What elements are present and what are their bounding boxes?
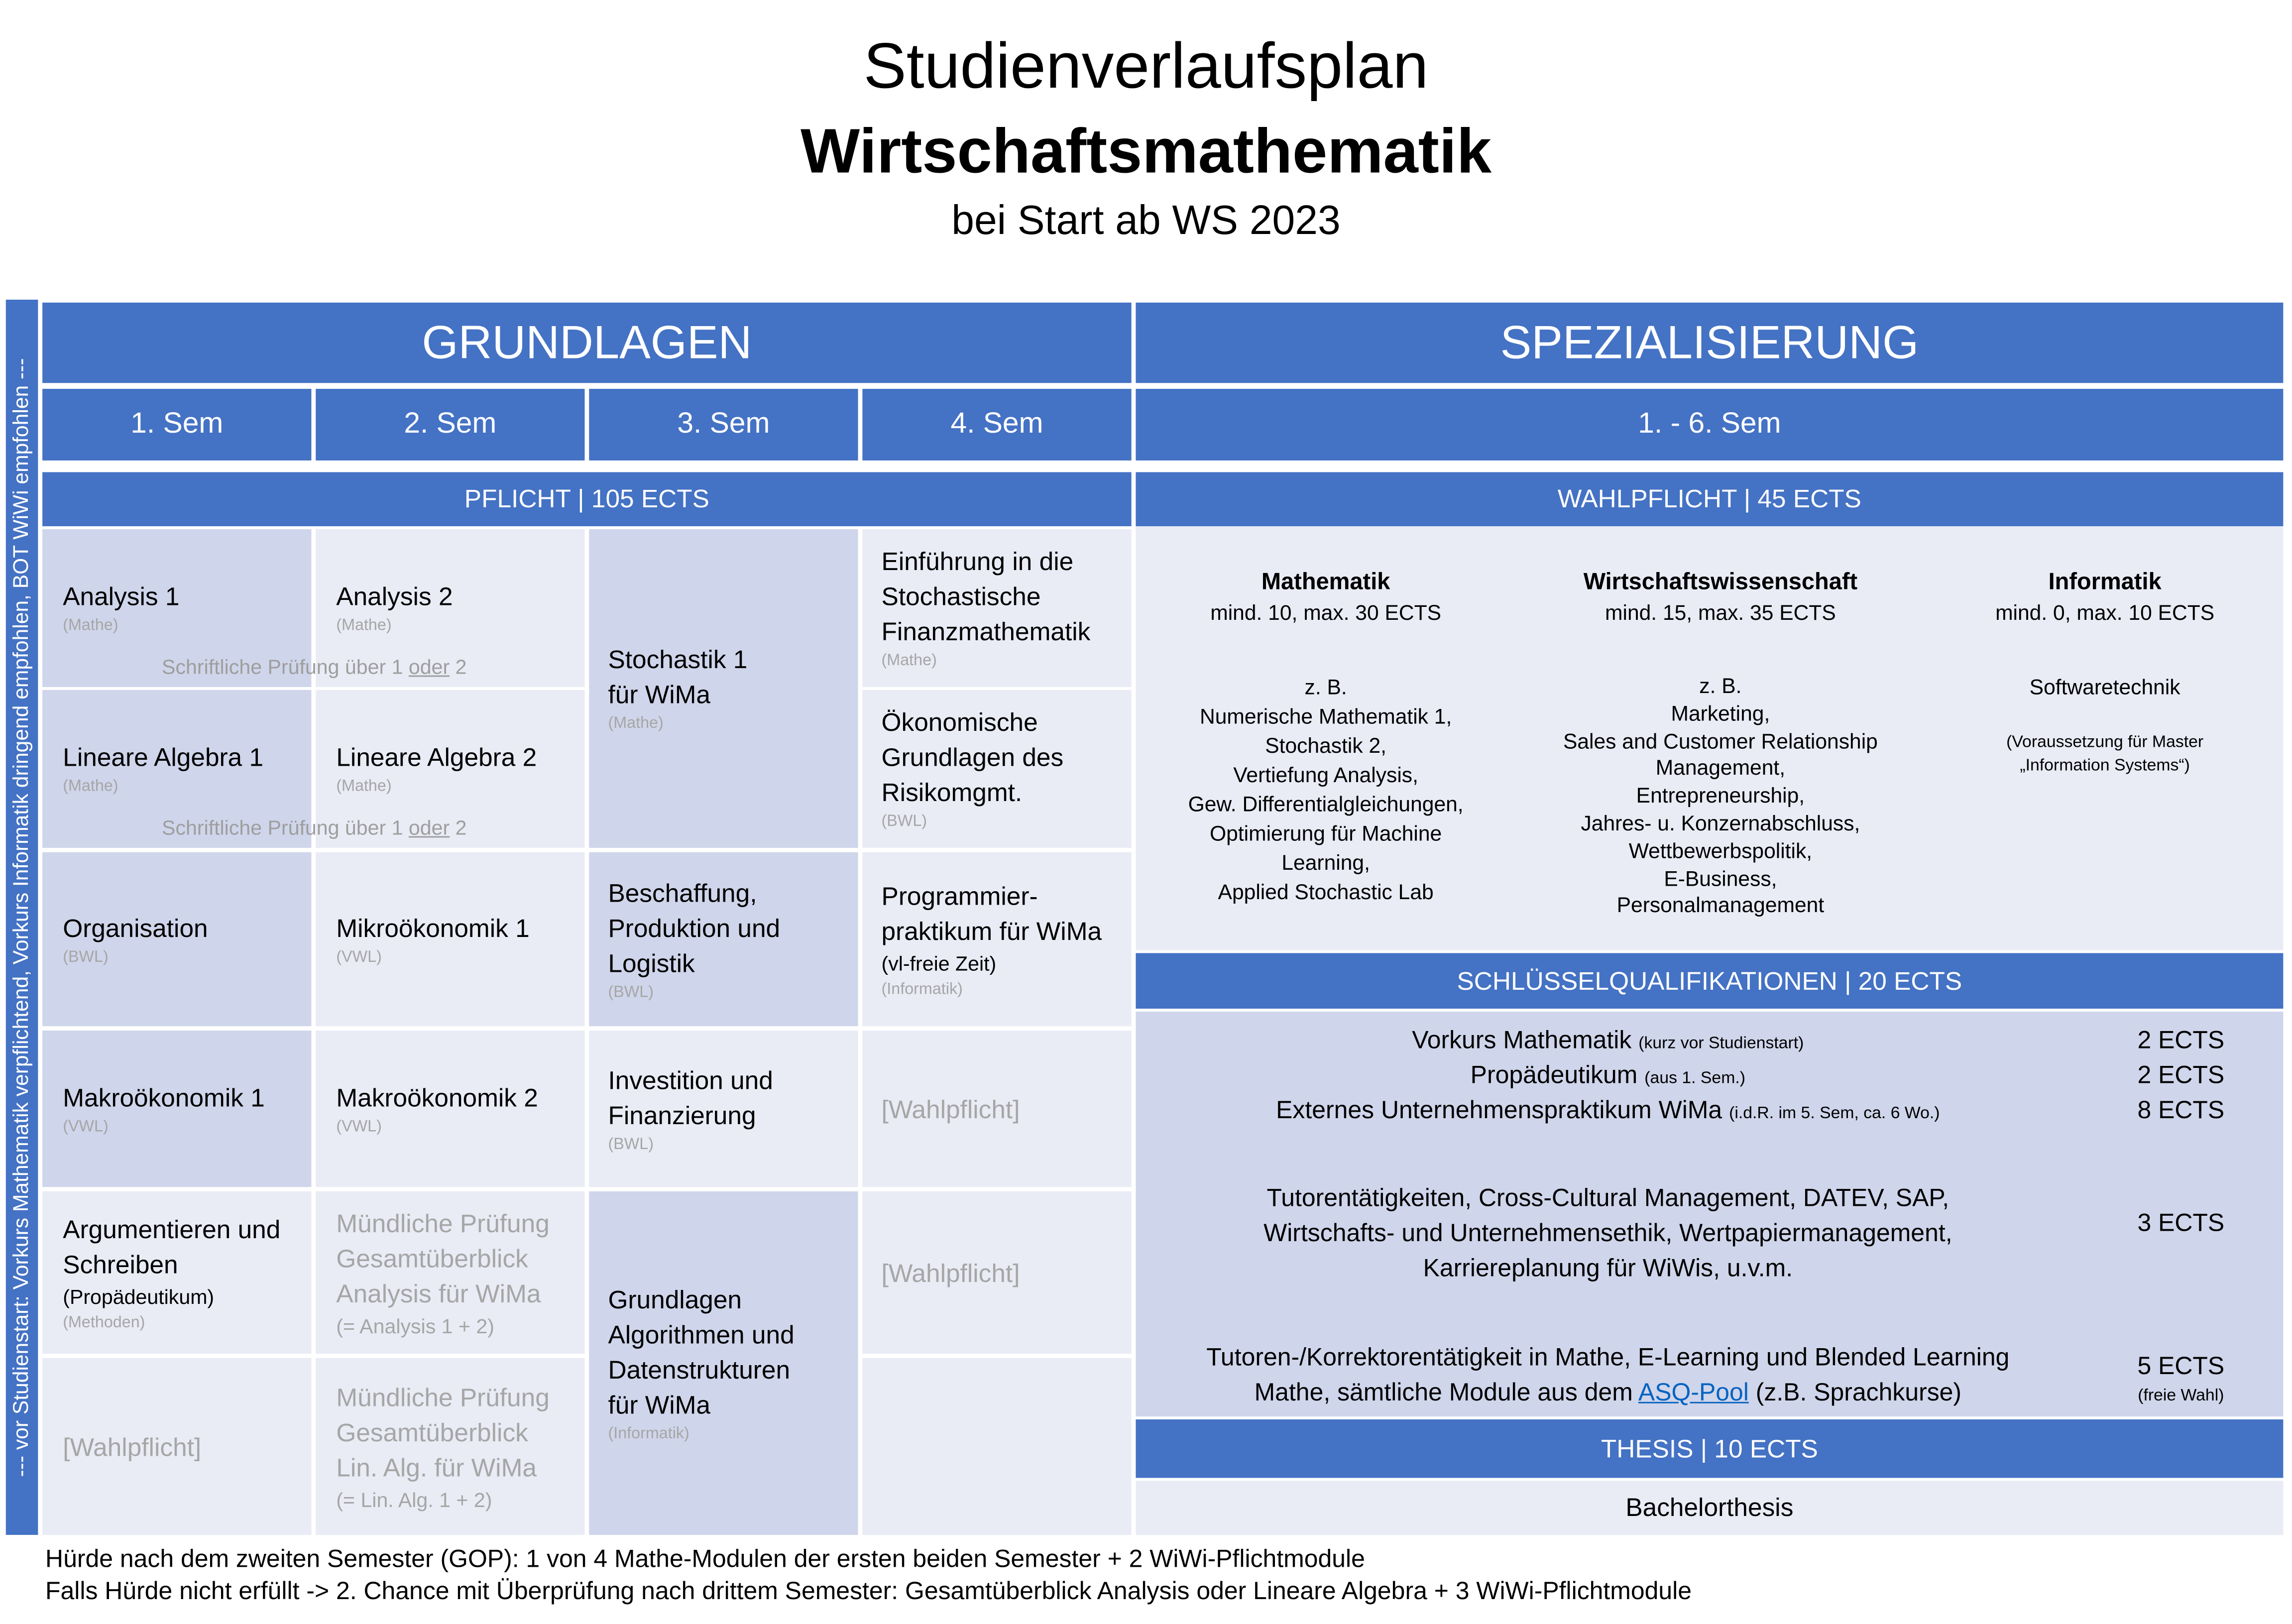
- module-investition: [589, 1031, 858, 1187]
- area-informatik-header: [1930, 567, 2281, 628]
- area-intro: z. B.: [1304, 677, 1347, 700]
- list-item: Marketing,: [1671, 702, 1770, 726]
- ects-value: 3 ECTS: [2137, 1209, 2225, 1237]
- area-mathematik-list: [1143, 674, 1508, 908]
- area-wirtschaftswissenschaft-header: [1538, 567, 1903, 628]
- module-wahlpflicht-sem4-a: [862, 1031, 1131, 1187]
- area-informatik-list: [1930, 674, 2281, 778]
- area-wirtschaftswissenschaft-list: [1538, 674, 1903, 922]
- semester-2-header: 2. Sem: [316, 389, 584, 461]
- title-line-1: Studienverlaufsplan: [863, 30, 1429, 103]
- area-intro: z. B.: [1699, 675, 1742, 699]
- module-category: (BWL): [608, 983, 654, 1001]
- module-name: Mündliche Prüfung Gesamtüberblick Lin. Alg. für WiMa: [336, 1382, 550, 1482]
- ects-value: 2 ECTS: [2137, 1026, 2225, 1054]
- entry-note: (aus 1. Sem.): [1644, 1070, 1745, 1088]
- list-item: Vertiefung Analysis,: [1233, 764, 1418, 788]
- module-stochastik-1: [589, 529, 858, 848]
- module-detail: (Propädeutikum): [63, 1284, 215, 1308]
- schluessel-entry-praktikum: [1140, 1093, 2075, 1131]
- module-name: [Wahlpflicht]: [881, 1258, 1020, 1287]
- entry-note: (i.d.R. im 5. Sem, ca. 6 Wo.): [1729, 1105, 1940, 1123]
- thesis-cell: [1136, 1481, 2283, 1535]
- schluessel-entry-vorkurs: [1140, 1023, 2075, 1061]
- module-algorithmen: [589, 1191, 858, 1535]
- semester-3-header: 3. Sem: [589, 389, 858, 461]
- exam-note-emphasis: oder: [408, 655, 450, 679]
- module-programmierpraktikum: [862, 852, 1131, 1026]
- list-item: E-Business,: [1664, 867, 1777, 891]
- ects-note: (freie Wahl): [2138, 1387, 2224, 1405]
- entry-text: Propädeutikum: [1470, 1061, 1638, 1089]
- module-detail: (= Analysis 1 + 2): [336, 1313, 494, 1337]
- exam-note-suffix: 2: [450, 815, 467, 839]
- asq-pool-link[interactable]: ASQ-Pool: [1638, 1378, 1749, 1406]
- module-category: (BWL): [63, 948, 109, 966]
- footer-second-chance: Falls Hürde nicht erfüllt -> 2. Chance mit Überprüfung nach drittem Semester: Gesamtüberblick Analysis oder Lineare Algebra + 3 WiWi-Pflichtmodule: [45, 1577, 1692, 1605]
- module-category: (BWL): [608, 1135, 654, 1153]
- module-category: (BWL): [881, 812, 927, 830]
- exam-note-prefix: Schriftliche Prüfung über 1: [162, 655, 409, 679]
- ects-value: 5 ECTS: [2137, 1352, 2225, 1380]
- module-category: (Mathe): [608, 714, 664, 733]
- module-category: (VWL): [336, 948, 382, 966]
- module-category: (Mathe): [63, 617, 118, 635]
- module-makrooekonomik-1: [42, 1031, 311, 1187]
- footer-gop-rule: Hürde nach dem zweiten Semester (GOP): 1 von 4 Mathe-Modulen der ersten beiden Semester + 2 WiWi-Pflichtmodule: [45, 1545, 1365, 1573]
- side-banner: [6, 300, 38, 1535]
- module-category: (Methoden): [63, 1313, 145, 1331]
- module-wahlpflicht-sem1: [42, 1358, 311, 1535]
- module-wahlpflicht-sem4-b: [862, 1191, 1131, 1354]
- area-title: Informatik: [2048, 570, 2162, 595]
- exam-note-linalg: [131, 813, 497, 842]
- list-item: Softwaretechnik: [2029, 677, 2180, 700]
- module-name: Argumentieren und Schreiben: [63, 1214, 281, 1278]
- module-risikomanagement: [862, 690, 1131, 848]
- entry-suffix: (z.B. Sprachkurse): [1748, 1378, 1962, 1406]
- module-category: (Informatik): [608, 1424, 689, 1442]
- exam-oral-linalg: [316, 1358, 584, 1535]
- module-name: Investition und Finanzierung: [608, 1065, 773, 1130]
- exam-note-emphasis: oder: [408, 815, 450, 839]
- list-item: Jahres- u. Konzernabschluss,: [1581, 812, 1860, 836]
- entry-text: Vorkurs Mathematik: [1412, 1026, 1632, 1054]
- list-item: Wettbewerbspolitik,: [1628, 840, 1813, 864]
- module-name: Programmier- praktikum für WiMa: [881, 881, 1102, 945]
- module-category: (Mathe): [63, 778, 118, 796]
- module-name: Einführung in die Stochastische Finanzmathematik: [881, 547, 1091, 646]
- module-mikrooekonomik-1: [316, 852, 584, 1026]
- module-name: Beschaffung, Produktion und Logistik: [608, 878, 781, 977]
- module-name: Grundlagen Algorithmen und Datenstrukturen für WiMa: [608, 1284, 795, 1419]
- schluessel-entry-propaedeutikum: [1140, 1058, 2075, 1096]
- module-makrooekonomik-2: [316, 1031, 584, 1187]
- area-title: Mathematik: [1261, 570, 1390, 595]
- area-range: mind. 10, max. 30 ECTS: [1210, 602, 1442, 626]
- module-category: (Mathe): [336, 778, 392, 796]
- empty-cell: [862, 1358, 1131, 1535]
- schluessel-entry-asq: [1140, 1341, 2075, 1411]
- ects-value: 8 ECTS: [2137, 1096, 2225, 1124]
- thesis-label: Bachelorthesis: [1625, 1492, 1794, 1522]
- area-range: mind. 15, max. 35 ECTS: [1605, 602, 1836, 626]
- module-detail: (vl-freie Zeit): [881, 951, 997, 974]
- entry-note: (kurz vor Studienstart): [1638, 1035, 1804, 1053]
- module-name: Makroökonomik 1: [63, 1082, 265, 1112]
- module-name: Organisation: [63, 913, 208, 942]
- schluessel-bar: SCHLÜSSELQUALIFIKATIONEN | 20 ECTS: [1136, 953, 2283, 1009]
- module-beschaffung: [589, 852, 858, 1026]
- list-item: Stochastik 2,: [1265, 735, 1387, 759]
- module-category: (Mathe): [881, 652, 937, 670]
- area-note: (Voraussetzung für Master „Information Systems“): [2006, 733, 2204, 775]
- semester-1-header: 1. Sem: [42, 389, 311, 461]
- side-banner-text: --- vor Studienstart: Vorkurs Mathematik verpflichtend, Vorkurs Informatik dringend empfohlen, BOT WiWi empfohlen ---: [10, 357, 34, 1477]
- list-item: Sales and Customer Relationship Management,: [1563, 730, 1878, 782]
- title-line-2: Wirtschaftsmathematik: [800, 116, 1492, 187]
- area-range: mind. 0, max. 10 ECTS: [1995, 602, 2215, 626]
- module-name: Makroökonomik 2: [336, 1082, 538, 1112]
- entry-text: Tutoren-/Korrektorentätigkeit in Mathe, E-Learning und Blended Learning Mathe, sämtliche Module aus dem: [1206, 1343, 2010, 1406]
- area-mathematik-header: [1143, 567, 1508, 628]
- pflicht-bar: PFLICHT | 105 ECTS: [42, 472, 1131, 526]
- list-item: Applied Stochastic Lab: [1218, 881, 1434, 905]
- module-organisation: [42, 852, 311, 1026]
- subtitle: bei Start ab WS 2023: [951, 197, 1341, 243]
- schluessel-entry-tutorentaetigkeiten: Tutorentätigkeiten, Cross-Cultural Management, DATEV, SAP, Wirtschafts- und Unternehmensethik, Wertpapiermanagement, Karriereplanung für WiWis, u.v.m.: [1263, 1184, 1952, 1282]
- module-name: [Wahlpflicht]: [63, 1432, 202, 1461]
- module-name: Analysis 1: [63, 581, 180, 611]
- list-item: Numerische Mathematik 1,: [1199, 706, 1452, 730]
- module-category: (VWL): [336, 1117, 382, 1135]
- module-stochastische-finanzmathematik: [862, 529, 1131, 687]
- exam-note-prefix: Schriftliche Prüfung über 1: [162, 815, 409, 839]
- module-category: (Mathe): [336, 617, 392, 635]
- list-item: Personalmanagement: [1616, 895, 1825, 919]
- exam-note-suffix: 2: [450, 655, 467, 679]
- grundlagen-header: GRUNDLAGEN: [42, 303, 1131, 383]
- spezialisierung-header: SPEZIALISIERUNG: [1136, 303, 2283, 383]
- exam-note-analysis: [131, 652, 497, 682]
- module-name: Mikroökonomik 1: [336, 913, 530, 942]
- module-detail: (= Lin. Alg. 1 + 2): [336, 1487, 492, 1511]
- module-name: Ökonomische Grundlagen des Risikomgmt.: [881, 707, 1064, 807]
- list-item: Optimierung für Machine Learning,: [1210, 823, 1442, 876]
- semester-1-6-header: 1. - 6. Sem: [1136, 389, 2283, 461]
- ects-value: 2 ECTS: [2137, 1061, 2225, 1089]
- thesis-bar: THESIS | 10 ECTS: [1136, 1419, 2283, 1478]
- list-item: Gew. Differentialgleichungen,: [1188, 794, 1464, 817]
- module-category: (VWL): [63, 1117, 109, 1135]
- module-name: Analysis 2: [336, 581, 453, 611]
- module-category: (Informatik): [881, 980, 963, 998]
- module-name: Lineare Algebra 2: [336, 742, 537, 772]
- semester-4-header: 4. Sem: [862, 389, 1131, 461]
- wahlpflicht-bar: WAHLPFLICHT | 45 ECTS: [1136, 472, 2283, 526]
- module-name: Stochastik 1 für WiMa: [608, 644, 748, 709]
- entry-text: Externes Unternehmenspraktikum WiMa: [1276, 1096, 1722, 1124]
- area-title: Wirtschaftswissenschaft: [1583, 570, 1858, 595]
- list-item: Entrepreneurship,: [1636, 785, 1805, 809]
- module-name: Mündliche Prüfung Gesamtüberblick Analysis für WiMa: [336, 1208, 550, 1308]
- module-argumentieren-und-schreiben: [42, 1191, 311, 1354]
- module-name: [Wahlpflicht]: [881, 1094, 1020, 1124]
- exam-oral-analysis: [316, 1191, 584, 1354]
- module-name: Lineare Algebra 1: [63, 742, 264, 772]
